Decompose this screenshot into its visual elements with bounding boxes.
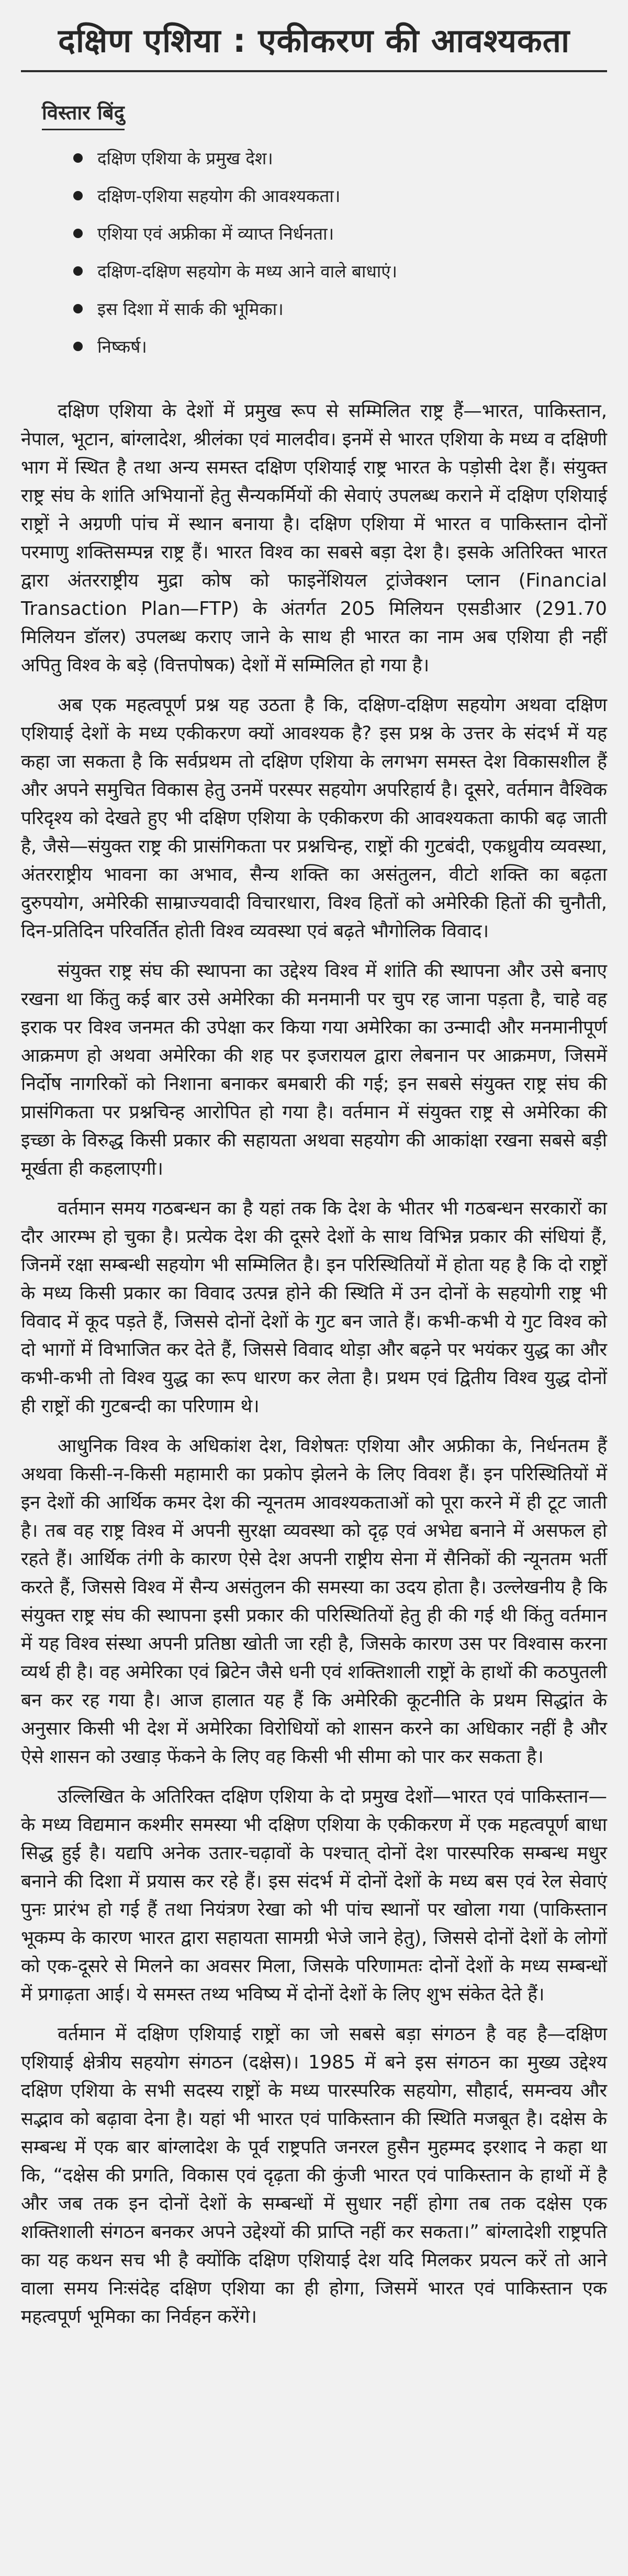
bullet-icon xyxy=(73,191,83,200)
essay-paragraph: दक्षिण एशिया के देशों में प्रमुख रूप से सम्मिलित राष्ट्र हैं—भारत, पाकिस्तान, नेपाल, भूटान, बांग्लादेश, श्रीलंका एवं मालदीव। इनमें से भारत एशिया के मध्य व दक्षिणी भाग में स्थित है तथा अन्य समस्त दक्षिण एशियाई राष्ट्र भारत के पड़ोसी देश हैं। संयुक्त राष्ट्र संघ के शांति अभियानों हेतु सैन्यकर्मियों की सेवाएं उपलब्ध कराने में दक्षिण एशियाई राष्ट्रों ने अग्रणी पांच में स्थान बनाया है। दक्षिण एशिया में भारत व पाकिस्तान दोनों परमाणु शक्तिसम्पन्न राष्ट्र हैं। भारत विश्व का सबसे बड़ा देश है। इसके अतिरिक्त भारत द्वारा अंतरराष्ट्रीय मुद्रा कोष को फाइनेंशियल ट्रांजेक्शन प्लान (Financial Transaction Plan—FTP) के अंतर्गत 205 मिलियन एसडीआर (291.70 मिलियन डॉलर) उपलब्ध कराए जाने के साथ ही भारत का नाम अब एशिया ही नहीं अपितु विश्व के बड़े (वित्तपोषक) देशों में सम्मिलित हो गया है। xyxy=(21,400,607,676)
outline-item xyxy=(73,177,607,215)
outline-item-text: इस दिशा में सार्क की भूमिका। xyxy=(97,299,284,319)
essay-paragraph: अब एक महत्वपूर्ण प्रश्न यह उठता है कि, दक्षिण-दक्षिण सहयोग अथवा दक्षिण एशियाई देशों के मध्य एकीकरण क्यों आवश्यक है? इस प्रश्न के उत्तर के संदर्भ में यह कहा जा सकता है कि सर्वप्रथम तो दक्षिण एशिया के लगभग समस्त देश विकासशील हैं और अपने समुचित विकास हेतु उनमें परस्पर सहयोग अपरिहार्य है। दूसरे, वर्तमान वैश्विक परिदृश्य को देखते हुए भी दक्षिण एशिया के एकीकरण की आवश्यकता काफी बढ़ जाती है, जैसे—संयुक्त राष्ट्र की प्रासंगिकता पर प्रश्नचिन्ह, राष्ट्रों की गुटबंदी, एकध्रुवीय व्यवस्था, अंतरराष्ट्रीय भावना का अभाव, सैन्य शक्ति का असंतुलन, वीटो शक्ति का बढ़ता दुरुपयोग, अमेरिकी साम्राज्यवादी विचारधारा, विश्व हितों को अमेरिकी हितों की चुनौती, दिन-प्रतिदिन परिवर्तित होती विश्व व्यवस्था एवं बढ़ते भौगोलिक विवाद। xyxy=(21,694,607,942)
outline-item-text: दक्षिण एशिया के प्रमुख देश। xyxy=(97,148,273,168)
outline-item-text: दक्षिण-एशिया सहयोग की आवश्यकता। xyxy=(97,186,341,206)
essay-paragraph: वर्तमान में दक्षिण एशियाई राष्ट्रों का जो सबसे बड़ा संगठन है वह है—दक्षिण एशियाई क्षेत्रीय सहयोग संगठन (दक्षेस)। 1985 में बने इस संगठन का मुख्य उद्देश्य दक्षिण एशिया के सभी सदस्य राष्ट्रों के मध्य पारस्परिक सहयोग, सौहार्द, समन्वय और सद्भाव को बढ़ावा देना है। यहां भी भारत एवं पाकिस्तान की स्थिति मजबूत है। दक्षेस के सम्बन्ध में एक बार बांग्लादेश के पूर्व राष्ट्रपति जनरल हुसैन मुहम्मद इरशाद ने कहा था कि, “दक्षेस की प्रगति, विकास एवं दृढ़ता की कुंजी भारत एवं पाकिस्तान के हाथों में है और जब तक इन दोनों देशों के सम्बन्धों में सुधार नहीं होगा तब तक दक्षेस एक शक्तिशाली संगठन बनकर अपने उद्देश्यों की प्राप्ति नहीं कर सकता।” बांग्लादेशी राष्ट्रपति का यह कथन सच भी है क्योंकि दक्षिण एशियाई देश यदि मिलकर प्रयत्न करें तो आने वाला समय निःसंदेह दक्षिण एशिया का ही होगा, जिसमें भारत एवं पाकिस्तान एक महत्वपूर्ण भूमिका का निर्वहन करेंगे। xyxy=(21,2023,607,2327)
outline-item-text: निष्कर्ष। xyxy=(97,336,147,357)
essay-paragraph: आधुनिक विश्व के अधिकांश देश, विशेषतः एशिया और अफ्रीका के, निर्धनतम हैं अथवा किसी-न-किसी महामारी का प्रकोप झेलने के लिए विवश हैं। इन परिस्थितियों में इन देशों की आर्थिक कमर देश की न्यूनतम आवश्यकताओं को पूरा करने में ही टूट जाती है। तब वह राष्ट्र विश्व में अपनी सुरक्षा व्यवस्था को दृढ़ एवं अभेद्य बनाने में असफल हो रहते हैं। आर्थिक तंगी के कारण ऐसे देश अपनी राष्ट्रीय सेना में सैनिकों की न्यूनतम भर्ती करते हैं, जिससे विश्व में सैन्य असंतुलन की समस्या का उदय होता है। उल्लेखनीय है कि संयुक्त राष्ट्र संघ की स्थापना इसी प्रकार की परिस्थितियों हेतु ही की गई थी किंतु वर्तमान में यह विश्व संस्था अपनी प्रतिष्ठा खोती जा रही है, जिसके कारण उस पर विश्वास करना व्यर्थ ही है। वह अमेरिका एवं ब्रिटेन जैसे धनी एवं शक्तिशाली राष्ट्रों के हाथों की कठपुतली बन कर रह गया है। आज हालात यह हैं कि अमेरिकी कूटनीति के प्रथम सिद्धांत के अनुसार किसी भी देश में अमेरिका विरोधियों को शासन करने का अधिकार नहीं है और ऐसे शासन को उखाड़ फेंकने के लिए वह किसी भी सीमा को पार कर सकता है। xyxy=(21,1435,607,1768)
bullet-icon xyxy=(73,229,83,238)
outline-list xyxy=(73,140,607,366)
outline-item xyxy=(73,140,607,177)
title-bar xyxy=(21,9,607,72)
bullet-icon xyxy=(73,304,83,313)
essay-paragraph: वर्तमान समय गठबन्धन का है यहां तक कि देश के भीतर भी गठबन्धन सरकारों का दौर आरम्भ हो चुका है। प्रत्येक देश की दूसरे देशों के साथ विभिन्न प्रकार की संधियां हैं, जिनमें रक्षा सम्बन्धी सहयोग भी सम्मिलित है। इन परिस्थितियों में होता यह है कि दो राष्ट्रों के मध्य किसी प्रकार का विवाद उत्पन्न होने की स्थिति में उन दोनों के सहयोगी राष्ट्र भी विवाद में कूद पड़ते हैं, जिससे दोनों देशों के गुट बन जाते हैं। कभी-कभी ये गुट विश्व को दो भागों में विभाजित कर देते हैं, जिससे विवाद थोड़ा और बढ़ने पर भयंकर युद्ध का और कभी-कभी तो विश्व युद्ध का रूप धारण कर लेता है। प्रथम एवं द्वितीय विश्व युद्ध दोनों ही राष्ट्रों की गुटबन्दी का परिणाम थे। xyxy=(21,1198,607,1417)
page-title: दक्षिण एशिया : एकीकरण की आवश्यकता xyxy=(58,21,570,60)
outline-item-text: एशिया एवं अफ्रीका में व्याप्त निर्धनता। xyxy=(97,223,334,244)
essay-paragraph: उल्लिखित के अतिरिक्त दक्षिण एशिया के दो प्रमुख देशों—भारत एवं पाकिस्तान—के मध्य विद्यमान कश्मीर समस्या भी दक्षिण एशिया के एकीकरण में एक महत्वपूर्ण बाधा सिद्ध हुई है। यद्यपि अनेक उतार-चढ़ावों के पश्चात् दोनों देश पारस्परिक सम्बन्ध मधुर बनाने की दिशा में प्रयास कर रहे हैं। इस संदर्भ में दोनों देशों के मध्य बस एवं रेल सेवाएं पुनः प्रारंभ हो गई हैं तथा नियंत्रण रेखा को भी पांच स्थानों पर खोला गया (पाकिस्तान भूकम्प के कारण भारत द्वारा सहायता सामग्री भेजे जाने हेतु), जिससे दोनों देशों के लोगों को एक-दूसरे से मिलने का अवसर मिला, जिसके परिणामतः दोनों देशों के मध्य सम्बन्धों में प्रगाढ़ता आई। ये समस्त तथ्य भविष्य में दोनों देशों के लिए शुभ संकेत देते हैं। xyxy=(21,1786,607,2005)
outline-item xyxy=(73,328,607,366)
outline-item xyxy=(73,290,607,328)
essay-paragraph: संयुक्त राष्ट्र संघ की स्थापना का उद्देश्य विश्व में शांति की स्थापना और उसे बनाए रखना था किंतु कई बार उसे अमेरिका की मनमानी पर चुप रह जाना पड़ता है, चाहे वह इराक पर विश्व जनमत की उपेक्षा कर किया गया अमेरिका का उन्मादी और मनमानीपूर्ण आक्रमण हो अथवा अमेरिका की शह पर इजरायल द्वारा लेबनान पर आक्रमण, जिसमें निर्दोष नागरिकों को निशाना बनाकर बमबारी की गई; इन सबसे संयुक्त राष्ट्र संघ की प्रासंगिकता पर प्रश्नचिन्ह आरोपित हो गया है। वर्तमान में संयुक्त राष्ट्र से अमेरिका की इच्छा के विरुद्ध किसी प्रकार की सहायता अथवा सहयोग की आकांक्षा रखना सबसे बड़ी मूर्खता ही कहलाएगी। xyxy=(21,960,607,1179)
outline-heading: विस्तार बिंदु xyxy=(42,98,125,130)
bullet-icon xyxy=(73,153,83,163)
outline-item xyxy=(73,215,607,253)
outline-section xyxy=(42,98,607,366)
essay-body xyxy=(21,397,607,2331)
bullet-icon xyxy=(73,266,83,276)
outline-item-text: दक्षिण-दक्षिण सहयोग के मध्य आने वाले बाधाएं। xyxy=(97,261,398,282)
bullet-icon xyxy=(73,342,83,351)
outline-item xyxy=(73,253,607,290)
